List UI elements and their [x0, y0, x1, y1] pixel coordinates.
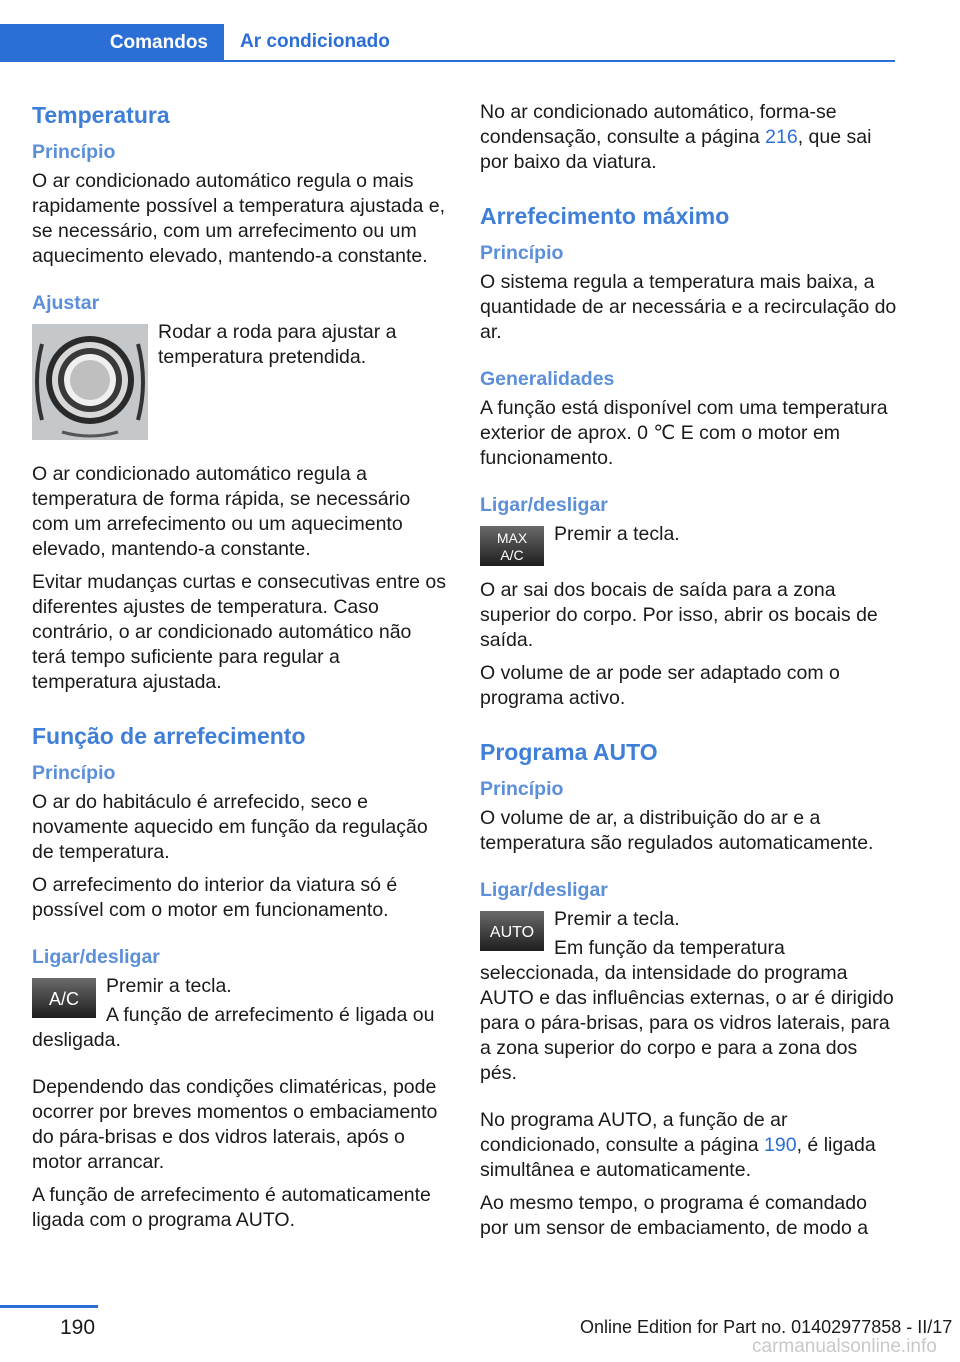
paragraph: Premir a tecla.	[554, 523, 680, 545]
subheading-principio: Princípio	[480, 778, 564, 800]
paragraph: Premir a tecla.	[554, 908, 680, 930]
watermark: carmanualsonline.info	[752, 1336, 937, 1357]
tab-ar-condicionado: Ar condicionado	[240, 31, 390, 52]
left-column	[32, 100, 450, 1241]
paragraph: A função está disponível com uma temperatura exterior de aprox. 0 ℃ E com o motor em funcionamento.	[480, 397, 888, 469]
ac-button-label: A/C	[48, 989, 80, 1009]
subheading-ajustar: Ajustar	[32, 292, 100, 314]
max-button-label-line2: A/C	[500, 547, 524, 563]
subheading-generalidades: Generalidades	[480, 368, 615, 390]
page-number: 190	[60, 1316, 96, 1339]
paragraph: No programa AUTO, a função de ar condicionado, consulte a página 190, é ligada simultânea e automaticamente.	[480, 1109, 876, 1181]
paragraph: Em função da temperatura seleccionada, da intensidade do programa AUTO e das influências externas, o ar é dirigido para o pára-brisas, para os vidros laterais, para a zona superior do corpo e para a zona dos pés.	[480, 937, 894, 1084]
paragraph: O arrefecimento do interior da viatura só é possível com o motor em funcionamento.	[32, 874, 398, 921]
paragraph: O sistema regula a temperatura mais baixa, a quantidade de ar necessária e a recirculação do ar.	[480, 271, 897, 343]
edition-text: Online Edition for Part no. 01402977858 - II/17	[580, 1317, 953, 1337]
right-column	[480, 100, 898, 1249]
subheading-ligar-desligar: Ligar/desligar	[480, 879, 608, 901]
paragraph: Rodar a roda para ajustar a temperatura pretendida.	[158, 321, 397, 368]
subheading-principio: Princípio	[32, 141, 116, 163]
footer-divider	[0, 1305, 98, 1308]
paragraph: Premir a tecla.	[106, 975, 232, 997]
header-divider	[224, 60, 895, 62]
subheading-principio: Princípio	[32, 762, 116, 784]
paragraph: Evitar mudanças curtas e consecutivas entre os diferentes ajustes de temperatura. Caso contrário, o ar condicionado automático não terá tempo suficiente para regular a temperatura ajustada.	[32, 571, 447, 693]
paragraph: O volume de ar, a distribuição do ar e a temperatura são regulados automaticamente.	[480, 807, 874, 854]
paragraph: A função de arrefecimento é automaticamente ligada com o programa AUTO.	[32, 1184, 431, 1231]
ac-button-icon	[32, 978, 96, 1018]
header-tabbar	[0, 24, 895, 62]
ajustar-block	[32, 320, 450, 448]
subheading-principio: Princípio	[480, 242, 564, 264]
paragraph: O ar do habitáculo é arrefecido, seco e novamente aquecido em função da regulação de temperatura.	[32, 791, 428, 863]
paragraph: O ar condicionado automático regula o mais rapidamente possível a temperatura ajustada e, se necessário, com um arrefecimento ou um aquecimento elevado, mantendo-a constante.	[32, 170, 445, 267]
paragraph: Ao mesmo tempo, o programa é comandado por um sensor de embaciamento, de modo a	[480, 1192, 869, 1239]
paragraph: No ar condicionado automático, forma-se condensação, consulte a página 216, que sai por baixo da viatura.	[480, 101, 872, 173]
tab-comandos: Comandos	[0, 24, 224, 62]
paragraph: O volume de ar pode ser adaptado com o programa activo.	[480, 662, 840, 709]
max-ac-button-block	[480, 522, 898, 572]
paragraph: O ar sai dos bocais de saída para a zona superior do corpo. Por isso, abrir os bocais de saída.	[480, 579, 878, 651]
section-title-programa-auto: Programa AUTO	[480, 739, 658, 765]
section-title-arrefecimento-maximo: Arrefecimento máximo	[480, 203, 730, 229]
paragraph: Dependendo das condições climatéricas, pode ocorrer por breves momentos o embaciamento do pára-brisas e dos vidros laterais, após o motor arrancar.	[32, 1076, 438, 1173]
max-button-label-line1: MAX	[496, 530, 528, 546]
auto-button-label: AUTO	[489, 924, 535, 941]
paragraph: O ar condicionado automático regula a temperatura de forma rápida, se necessário com um arrefecimento ou um aquecimento elevado, mantendo-a constante.	[32, 463, 411, 560]
temperature-knob-image	[32, 324, 148, 440]
auto-button-icon	[480, 911, 544, 951]
subheading-ligar-desligar: Ligar/desligar	[480, 494, 608, 516]
section-title-temperatura: Temperatura	[32, 102, 170, 128]
auto-button-block	[480, 907, 898, 1094]
page-link-216[interactable]: 216	[765, 126, 798, 148]
max-ac-button-icon	[480, 526, 544, 566]
subheading-ligar-desligar: Ligar/desligar	[32, 946, 160, 968]
paragraph: A função de arrefecimento é ligada ou desligada.	[32, 1004, 435, 1051]
page-link-190[interactable]: 190	[764, 1134, 797, 1156]
section-title-funcao-arrefecimento: Função de arrefecimento	[32, 723, 306, 749]
ac-button-block	[32, 974, 450, 1061]
